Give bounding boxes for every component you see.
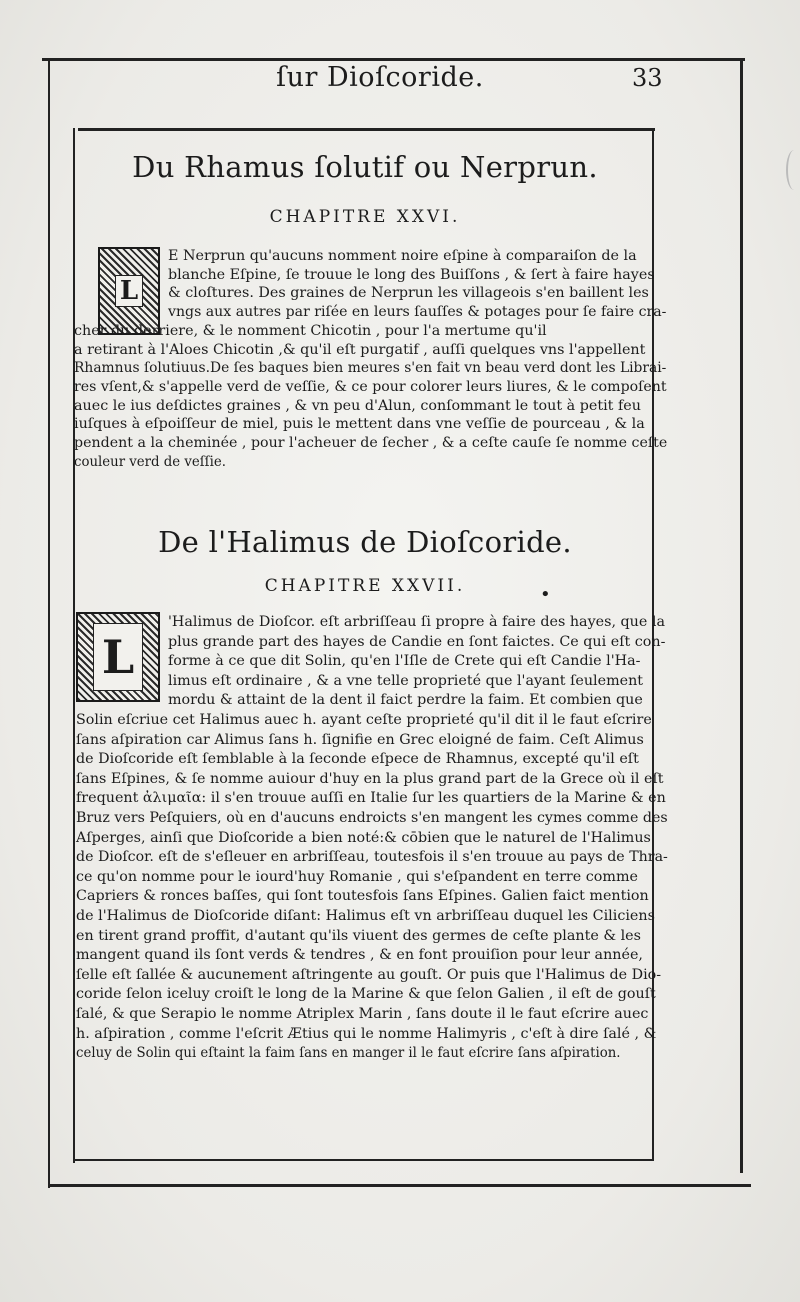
text-line: Aſperges, ainſi que Dioſcoride a bien noté:& cōbien que le naturel de l'Halimus xyxy=(76,829,651,846)
text-line: auec le ius deſdictes graines , & vn peu d'Alun, conſommant le tout à petit feu xyxy=(74,397,641,414)
text-line: cher du derriere, & le nomment Chicotin , pour l'a mertume qu'il xyxy=(74,322,547,339)
text-line: de Dioſcoride eſt ſemblable à la ſeconde eſpece de Rhamnus, excepté qu'il eſt xyxy=(76,751,639,768)
inner-frame-left-rule xyxy=(73,128,75,1163)
text-line: plus grande part des hayes de Candie en ſont faictes. Ce qui eſt con- xyxy=(168,633,666,650)
text-line: 'Halimus de Dioſcor. eſt arbriſſeau ſi propre à faire des hayes, que la xyxy=(168,614,665,630)
chapter-27-title: De l'Halimus de Dioſcoride. xyxy=(158,525,572,559)
text-line: de l'Halimus de Dioſcoride diſant: Halimus eſt vn arbriſſeau duquel les Ciliciens xyxy=(76,908,655,924)
text-line: forme à ce que dit Solin, qu'en l'Iſle de Crete qui eſt Candie l'Ha- xyxy=(168,653,641,670)
text-line: ſelle eſt ſallée & aucunement aſtringente au gouſt. Or puis que l'Halimus de Dio- xyxy=(76,966,662,983)
text-line: frequent ἀλιμαῖα: il s'en trouue auſſi en Italie ſur les quartiers de la Marine & en xyxy=(76,790,666,807)
text-line: blanche Eſpine, ſe trouue le long des Buiſſons , & ſert à faire hayes xyxy=(168,266,655,283)
text-line: Solin eſcriue cet Halimus auec h. ayant ceſte proprieté qu'il dit il le faut eſcrire xyxy=(76,712,652,728)
text-line: limus eſt ordinaire , & a vne telle proprieté que l'ayant ſeulement xyxy=(168,672,644,689)
inner-frame-top-rule xyxy=(78,128,655,131)
initial-letter: L xyxy=(115,275,143,307)
text-line: Capriers & ronces baſſes, qui ſont toutesfois ſans Eſpines. Galien faict mention xyxy=(76,888,649,905)
text-line: mangent quand ils ſont verds & tendres , & en font prouiſion pour leur année, xyxy=(76,947,643,964)
chapter-26-title: Du Rhamus ſolutif ou Nerprun. xyxy=(132,150,598,184)
chapter-26-label: CHAPITRE XXVI. xyxy=(269,207,461,227)
text-line: celuy de Solin qui eſtaint la faim ſans en manger il le faut eſcrire ſans aſpiration. xyxy=(76,1045,621,1062)
running-head: ſur Dioſcoride. xyxy=(276,62,484,93)
text-line: de Dioſcor. eſt de s'eſleuer en arbriſſeau, toutesfois il s'en trouue au pays de Thra- xyxy=(76,849,668,866)
initial-letter: L xyxy=(93,623,143,691)
outer-frame-top-rule xyxy=(42,58,745,61)
page-edge-mark xyxy=(786,150,800,190)
text-line: en tirent grand proffit, d'autant qu'ils viuent des germes de ceſte plante & les xyxy=(76,927,641,944)
outer-frame-bottom-rule xyxy=(48,1184,751,1187)
ornamental-initial-2 xyxy=(76,612,160,702)
text-line: vngs aux autres par riſée en leurs ſauſſes & potages pour ſe faire cra- xyxy=(168,304,667,321)
text-line: E Nerprun qu'aucuns nomment noire eſpine à comparaiſon de la xyxy=(168,248,637,264)
text-line: ſalé, & que Serapio le nomme Atriplex Marin , ſans doute il le faut eſcrire auec xyxy=(76,1006,649,1022)
text-line: pendent a la cheminée , pour l'acheuer de ſecher , & a ceſte cauſe ſe nomme ceſte xyxy=(74,435,668,451)
chapter-27-label: CHAPITRE XXVII. xyxy=(264,576,466,596)
text-line: Bruz vers Peſquiers, où en d'aucuns endroicts s'en mangent les cymes comme des xyxy=(76,810,668,826)
text-line: & cloſtures. Des graines de Nerprun les villageois s'en baillent les xyxy=(168,285,649,302)
text-line: h. aſpiration , comme l'eſcrit Ætius qui le nomme Halimyris , c'eſt à dire ſalé , & xyxy=(76,1025,657,1042)
text-line: coride ſelon iceluy croiſt le long de la Marine & que ſelon Galien , il eſt de gouſt xyxy=(76,986,656,1003)
printers-ornament: • xyxy=(540,584,551,605)
text-line: a retirant à l'Aloes Chicotin ,& qu'il eſt purgatif , auſſi quelques vns l'appellent xyxy=(74,341,646,358)
text-line: res vſent,& s'appelle verd de veſſie, & ce pour colorer leurs liures, & le compoſent xyxy=(74,378,667,395)
text-line: mordu & attaint de la dent il faict perdre la faim. Et combien que xyxy=(168,692,643,709)
text-line: ce qu'on nomme pour le iourd'huy Romanie , qui s'eſpandent en terre comme xyxy=(76,868,638,885)
inner-frame-bottom-rule xyxy=(73,1159,654,1161)
text-line: couleur verd de veſſie. xyxy=(74,453,226,470)
text-line: Rhamnus ſolutiuus.De ſes baques bien meures s'en fait vn beau verd dont les Librai- xyxy=(74,360,667,377)
page-number: 33 xyxy=(632,64,663,92)
text-line: ſans Eſpines, & ſe nomme auiour d'huy en la plus grand part de la Grece où il eſt xyxy=(76,770,664,787)
outer-frame-right-rule xyxy=(740,58,743,1173)
text-line: ſans aſpiration car Alimus ſans h. ſignifie en Grec eloigné de faim. Ceſt Alimus xyxy=(76,731,644,748)
text-line: iuſques à eſpoiſſeur de miel, puis le mettent dans vne veſſie de pourceau , & la xyxy=(74,416,645,433)
outer-frame-left-rule xyxy=(48,58,50,1188)
